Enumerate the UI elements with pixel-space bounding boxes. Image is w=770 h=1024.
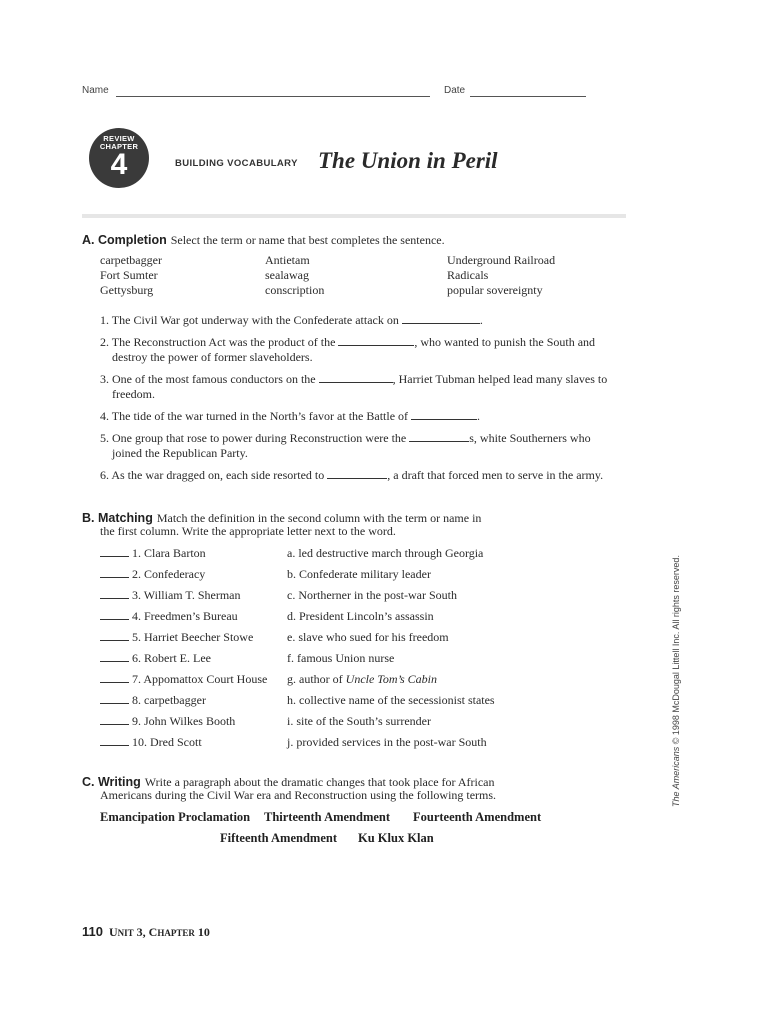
letter-blank[interactable] xyxy=(100,651,129,662)
badge-line2: CHAPTER xyxy=(99,142,139,151)
question-4: 4. The tide of the war turned in the North’s favor at the Battle of . xyxy=(100,409,481,423)
writing-term: Thirteenth Amendment xyxy=(264,810,391,824)
section-a-header xyxy=(82,231,445,249)
badge-number: 4 xyxy=(110,148,128,181)
badge-line1: REVIEW xyxy=(103,134,135,143)
section-a-heading: A. Completion xyxy=(82,233,167,247)
question-5: 5. One group that rose to power during Reconstruction were the s, white Southerners who joined the Republican Party. xyxy=(100,431,591,460)
section-b-heading: B. Matching xyxy=(82,511,153,525)
name-label: Name xyxy=(82,85,109,96)
letter-blank[interactable] xyxy=(100,630,129,641)
term-col3 xyxy=(447,253,555,298)
title-rule xyxy=(82,214,626,218)
section-b-instruction-2: the first column. Write the appropriate letter next to the word. xyxy=(100,524,396,538)
question-3: 3. One of the most famous conductors on the , Harriet Tubman helped lead many slaves to freedom. xyxy=(100,372,608,401)
writing-term: Emancipation Proclamation xyxy=(100,810,251,824)
writing-term: Fourteenth Amendment xyxy=(413,810,542,824)
letter-blank[interactable] xyxy=(100,735,129,746)
answer-blank[interactable] xyxy=(319,372,393,383)
letter-blank[interactable] xyxy=(100,567,129,578)
letter-blank[interactable] xyxy=(100,546,129,557)
page-number: 110 xyxy=(82,924,103,939)
letter-blank[interactable] xyxy=(100,588,129,599)
writing-term: Fifteenth Amendment xyxy=(220,831,337,845)
letter-blank[interactable] xyxy=(100,609,129,620)
term: conscription xyxy=(265,283,325,297)
section-c-instruction-2: Americans during the Civil War era and Reconstruction using the following terms. xyxy=(100,788,497,802)
term: carpetbagger xyxy=(100,253,162,267)
answer-blank[interactable] xyxy=(411,409,477,420)
building-vocabulary-label: BUILDING VOCABULARY xyxy=(175,158,298,169)
section-c-heading: C. Writing xyxy=(82,775,141,789)
page-footer: 110 UNIT 3, CHAPTER 10 xyxy=(82,924,210,939)
page-title: The Union in Peril xyxy=(318,148,498,173)
term: Radicals xyxy=(447,268,489,282)
answer-blank[interactable] xyxy=(327,468,387,479)
answer-blank[interactable] xyxy=(409,431,469,442)
review-chapter-badge xyxy=(89,128,149,188)
writing-term: Ku Klux Klan xyxy=(358,831,434,845)
section-a-instruction: Select the term or name that best completes the sentence. xyxy=(170,233,445,247)
section-c-instruction: Write a paragraph about the dramatic changes that took place for African xyxy=(144,775,495,789)
question-1: 1. The Civil War got underway with the Confederate attack on . xyxy=(100,313,483,327)
answer-blank[interactable] xyxy=(338,335,414,346)
term: Gettysburg xyxy=(100,283,154,297)
question-2: 2. The Reconstruction Act was the product of the , who wanted to punish the South and destroy the power of former slaveholders. xyxy=(100,335,596,364)
letter-blank[interactable] xyxy=(100,714,129,725)
letter-blank[interactable] xyxy=(100,672,129,683)
question-6: 6. As the war dragged on, each side resorted to , a draft that forced men to serve in the army. xyxy=(100,468,604,482)
term: Underground Railroad xyxy=(447,253,556,267)
term: Antietam xyxy=(265,253,310,267)
term: popular sovereignty xyxy=(447,283,543,297)
term-col2 xyxy=(265,253,324,298)
term-col1 xyxy=(100,253,162,298)
letter-blank[interactable] xyxy=(100,693,129,704)
name-field[interactable] xyxy=(116,96,430,97)
term: Fort Sumter xyxy=(100,268,158,282)
answer-blank[interactable] xyxy=(402,313,480,324)
date-field[interactable] xyxy=(470,96,586,97)
date-label: Date xyxy=(444,85,466,96)
term: sealawag xyxy=(265,268,309,282)
section-b-instruction: Match the definition in the second column with the term or name in xyxy=(156,511,482,525)
